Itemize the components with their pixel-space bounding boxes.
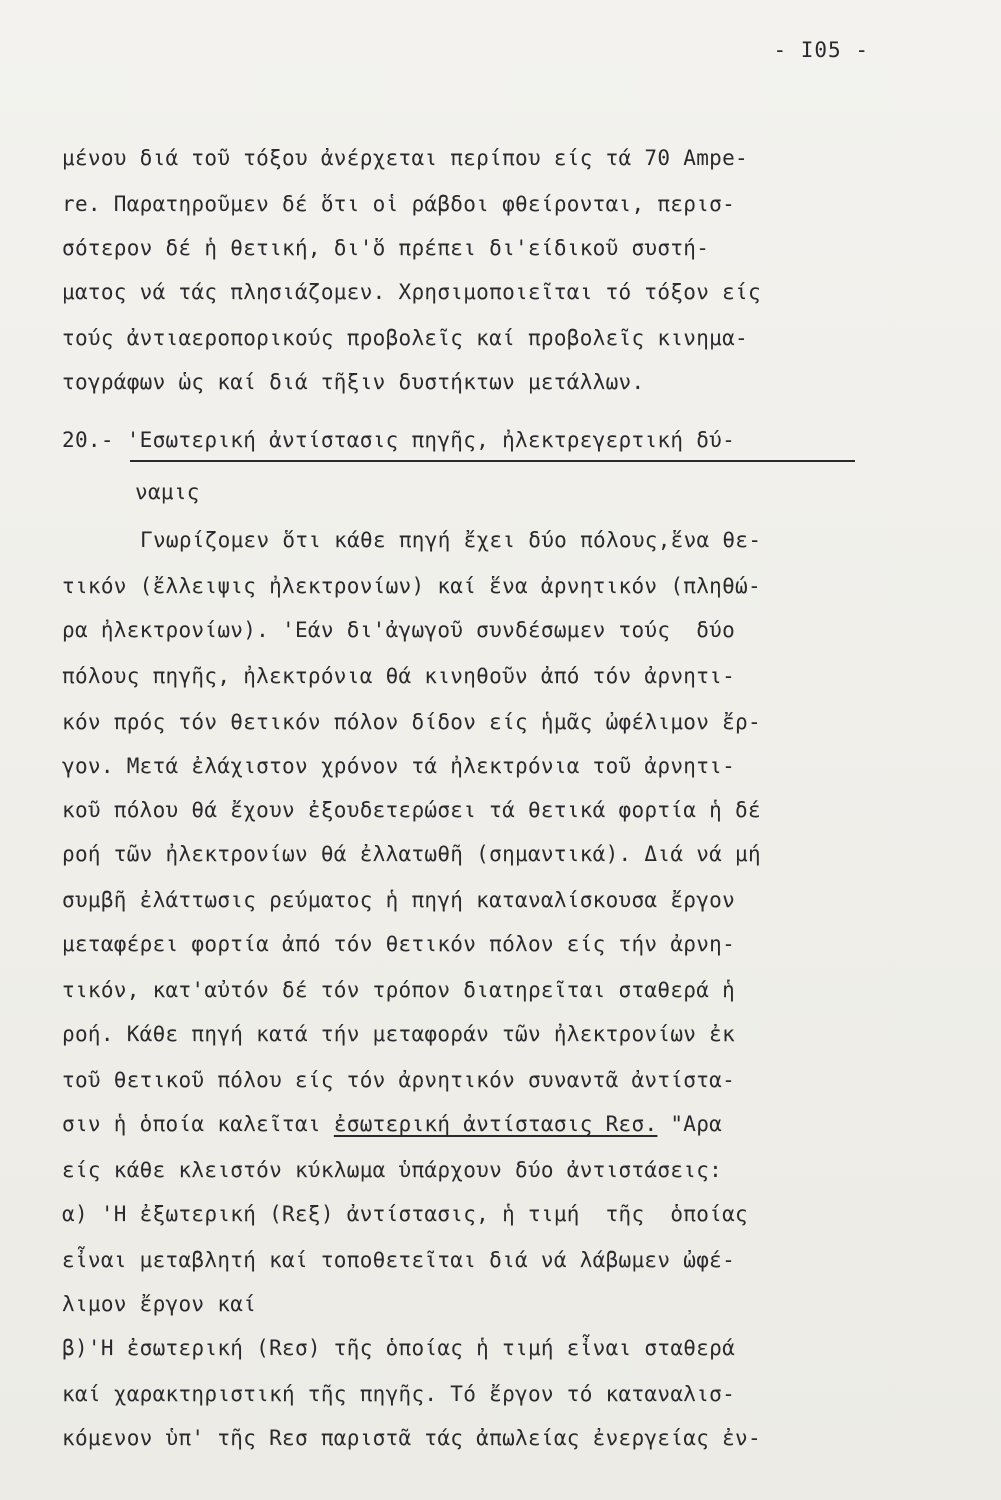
text-line: τούς ἀντιαεροπορικούς προβολεῖς καί προβολεῖς κινημα- bbox=[62, 326, 748, 350]
page-number: - I05 - bbox=[773, 38, 869, 62]
text-line: ροή τῶν ἠλεκτρονίων θά ἐλλατωθῆ (σημαντικά). Διά νά μή bbox=[62, 842, 761, 866]
text-line: τοῦ θετικοῦ πόλου είς τόν ἀρνητικόν συναντᾶ ἀντίστα- bbox=[62, 1068, 736, 1092]
section-heading bbox=[62, 428, 735, 452]
text-line: α) 'Η ἐξωτερική (Rεξ) ἀντίστασις, ἡ τιμή τῆς ὁποίας bbox=[62, 1202, 748, 1226]
text-run: σιν ἡ ὁποία καλεῖται bbox=[62, 1112, 334, 1136]
text-line: τικόν (ἔλλειψις ἠλεκτρονίων) καί ἕνα ἀρνητικόν (πληθώ- bbox=[62, 574, 761, 598]
text-line: re. Παρατηροῦμεν δέ ὅτι οἱ ράβδοι φθείρονται, περισ- bbox=[62, 192, 736, 216]
underlined-term: ἐσωτερική ἀντίστασις Rεσ. bbox=[333, 1112, 658, 1136]
text-line: κόμενον ὑπ' τῆς Rεσ παριστᾶ τάς ἀπωλείας ἐνεργείας ἐν- bbox=[62, 1426, 761, 1450]
section-title-continuation: ναμις bbox=[135, 480, 200, 504]
text-line: σότερον δέ ἡ θετική, δι'ὅ πρέπει δι'είδικοῦ συστή- bbox=[62, 236, 710, 260]
section-title: 'Εσωτερική ἀντίστασις πηγῆς, ἠλεκτρεγερτική δύ- bbox=[126, 428, 736, 452]
text-line: πόλους πηγῆς, ἠλεκτρόνια θά κινηθοῦν ἀπό τόν ἀρνητι- bbox=[62, 664, 736, 688]
text-line: γον. Μετά ἐλάχιστον χρόνον τά ἠλεκτρόνια τοῦ ἀρνητι- bbox=[62, 754, 736, 778]
text-line: καί χαρακτηριστική τῆς πηγῆς. Τό ἔργον τό καταναλισ- bbox=[62, 1382, 736, 1406]
text-line: εἶναι μεταβλητή καί τοποθετεῖται διά νά λάβωμεν ὠφέ- bbox=[62, 1248, 736, 1272]
text-run: "Αρα bbox=[657, 1112, 723, 1136]
text-line: τογράφων ὡς καί διά τῆξιν δυστήκτων μετάλλων. bbox=[62, 370, 645, 394]
text-line bbox=[62, 1112, 722, 1136]
text-line: β)'Η ἐσωτερική (Rεσ) τῆς ὁποίας ἡ τιμή εἶναι σταθερά bbox=[62, 1336, 736, 1360]
text-line: μένου διά τοῦ τόξου ἀνέρχεται περίπου είς τά 70 Ampe- bbox=[62, 146, 748, 170]
text-line: τικόν, κατ'αὐτόν δέ τόν τρόπον διατηρεῖται σταθερά ἡ bbox=[62, 978, 736, 1002]
text-line: ρα ἠλεκτρονίων). 'Εάν δι'ἀγωγοῦ συνδέσωμεν τούς δύο bbox=[62, 618, 736, 642]
text-line: ροή. Κάθε πηγή κατά τήν μεταφοράν τῶν ἠλεκτρονίων ἐκ bbox=[62, 1022, 736, 1046]
heading-underline bbox=[130, 460, 855, 462]
text-line: κόν πρός τόν θετικόν πόλον δίδον είς ἡμᾶς ὠφέλιμον ἔρ- bbox=[62, 710, 761, 734]
section-number: 20.- bbox=[62, 428, 127, 452]
text-line: κοῦ πόλου θά ἔχουν ἐξουδετερώσει τά θετικά φορτία ἡ δέ bbox=[62, 798, 761, 822]
text-line: ματος νά τάς πλησιάζομεν. Χρησιμοποιεῖται τό τόξον είς bbox=[62, 280, 761, 304]
text-line: είς κάθε κλειστόν κύκλωμα ὑπάρχουν δύο ἀντιστάσεις: bbox=[62, 1158, 723, 1182]
text-line: μεταφέρει φορτία ἀπό τόν θετικόν πόλον είς τήν ἀρνη- bbox=[62, 932, 736, 956]
text-line: Γνωρίζομεν ὅτι κάθε πηγή ἔχει δύο πόλους,ἕνα θε- bbox=[140, 528, 762, 552]
text-line: συμβῆ ἐλάττωσις ρεύματος ἡ πηγή καταναλίσκουσα ἔργον bbox=[62, 888, 736, 912]
text-line: λιμον ἔργον καί bbox=[62, 1292, 257, 1316]
